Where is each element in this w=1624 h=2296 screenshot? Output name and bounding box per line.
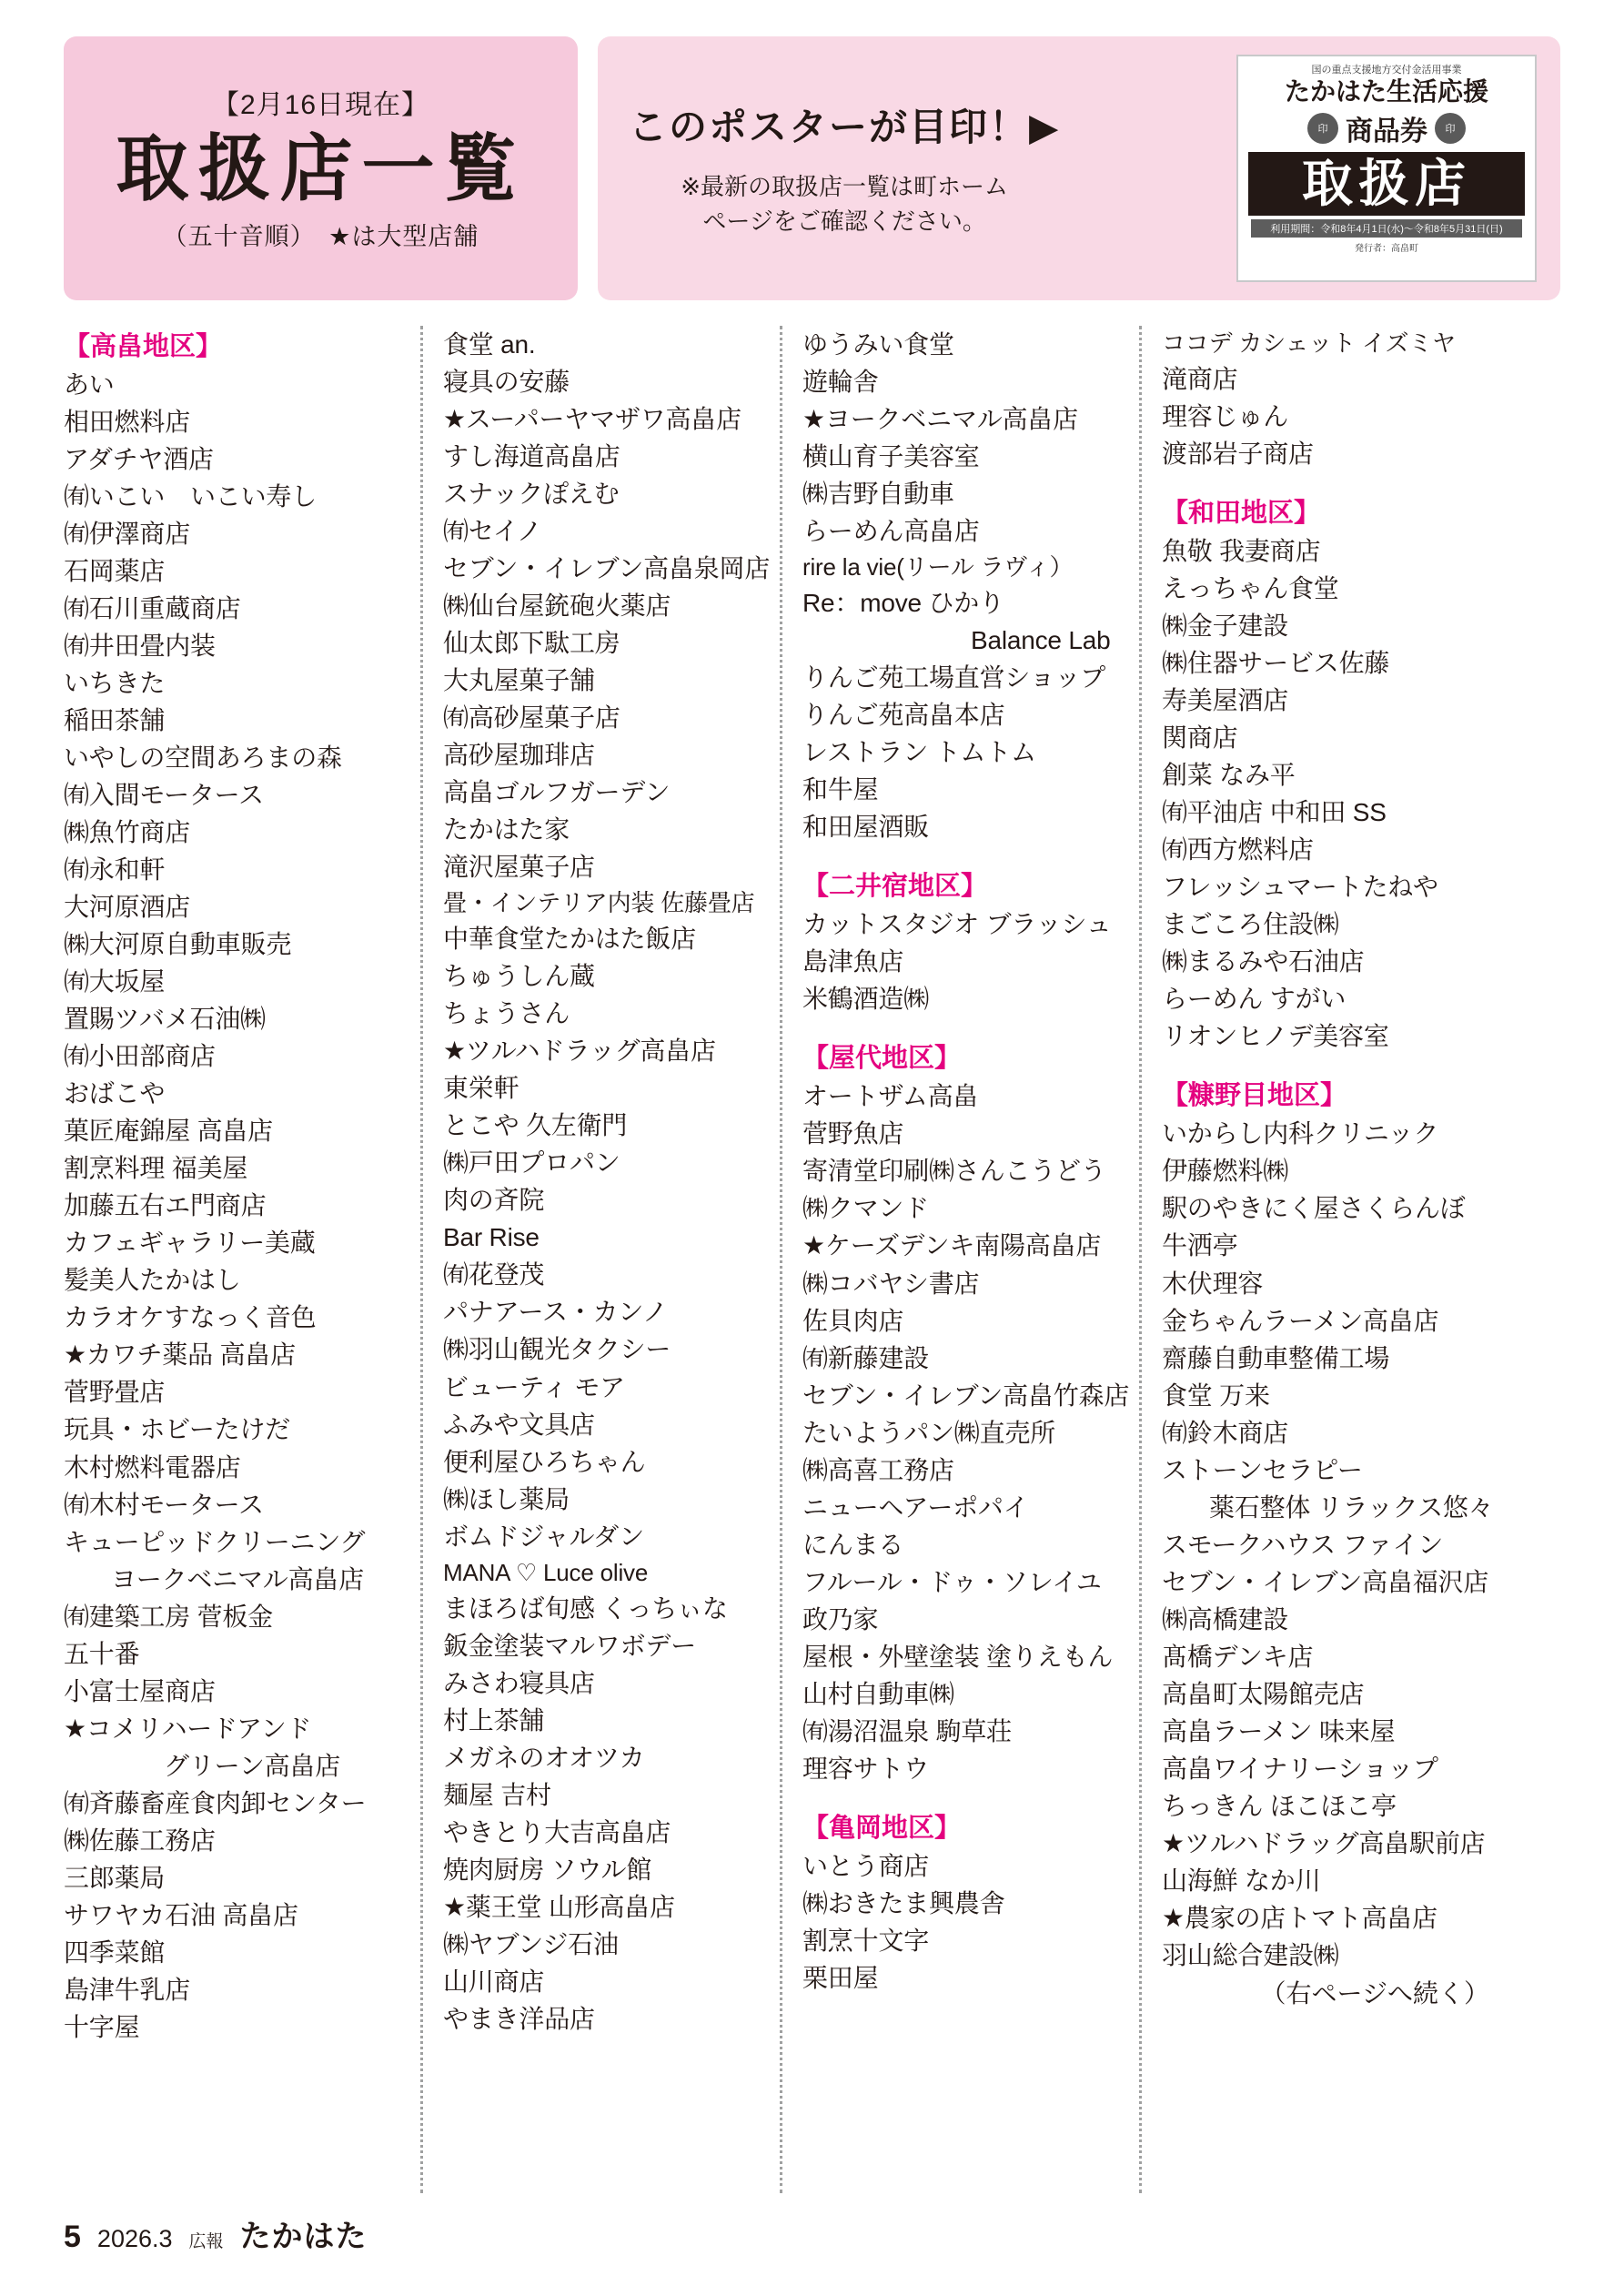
store-entry: いからし内科クリニック — [1162, 1119, 1439, 1148]
poster-top-line: 国の重点支援地方交付金活用事業 — [1311, 65, 1462, 76]
store-entry: 屋根・外壁塗装 塗りえもん — [802, 1642, 1114, 1671]
poster-line2: 商品券 — [1346, 116, 1427, 147]
store-entry: ㈲湯沼温泉 駒草荘 — [802, 1716, 1012, 1745]
store-entry: ★農家の店トマト高畠店 — [1162, 1903, 1437, 1932]
store-entry: スナックぽえむ — [443, 480, 620, 509]
store-entry: らーめん すがい — [1162, 985, 1347, 1014]
store-entry: Re：move ひかり — [802, 589, 1004, 618]
store-entry: ★ツルハドラッグ高畠店 — [443, 1037, 716, 1066]
store-entry: 山村自動車㈱ — [802, 1679, 954, 1708]
store-entry: ㈲建築工房 菅板金 — [64, 1602, 273, 1631]
store-entry: りんご苑高畠本店 — [802, 701, 1005, 730]
store-entry: 食堂 an. — [443, 330, 536, 359]
store-entry: ㈲木村モータース — [64, 1490, 264, 1519]
store-entry: いとう商店 — [802, 1851, 930, 1880]
store-entry: 寿美屋酒店 — [1162, 686, 1289, 715]
store-entry: カットスタジオ ブラッシュ — [802, 910, 1112, 939]
store-entry: ★ヨークベニマル高畠店 — [802, 405, 1078, 434]
store-entry: ボムドジャルダン — [443, 1522, 645, 1551]
store-entry: グリーン高畠店 — [164, 1751, 341, 1780]
store-entry: ちょうさん — [443, 999, 570, 1028]
poster-note-line1: ※最新の取扱店一覧は町ホーム — [681, 173, 1009, 201]
store-entry: ★コメリハードアンド — [64, 1714, 312, 1743]
store-entry: オートザム高畠 — [802, 1082, 979, 1111]
store-entry: 鈑金塗装マルワボデー — [443, 1631, 697, 1660]
store-entry: 食堂 万来 — [1162, 1381, 1270, 1410]
store-entry: 大河原酒店 — [64, 893, 191, 922]
store-entry: 寝具の安藤 — [443, 368, 570, 397]
page-footer — [64, 2211, 368, 2256]
store-entry: 五十番 — [64, 1639, 140, 1668]
store-entry: すし海道高畠店 — [443, 442, 620, 471]
store-entry: ヨークベニマル高畠店 — [111, 1564, 365, 1593]
store-entry: 菓匠庵錦屋 高畠店 — [64, 1117, 273, 1146]
store-entry: ストーンセラピー — [1162, 1455, 1363, 1484]
store-entry: ★スーパーヤマザワ高畠店 — [443, 405, 741, 434]
store-entry: ㈲鈴木商店 — [1162, 1418, 1289, 1447]
store-entry: ㈱クマンド — [802, 1194, 930, 1223]
district-heading: 【屋代地区】 — [802, 1044, 962, 1074]
store-entry: 高畠ラーメン 味来屋 — [1162, 1716, 1396, 1745]
poster-box — [598, 36, 1560, 300]
store-entry: ㈱住器サービス佐藤 — [1162, 649, 1390, 678]
store-entry: 金ちゃんラーメン高畠店 — [1162, 1306, 1439, 1335]
publication-label: 広報 — [188, 2232, 224, 2251]
store-entry: ㈲高砂屋菓子店 — [443, 703, 620, 733]
district-heading: 【和田地区】 — [1162, 499, 1321, 529]
store-entry: 稲田茶舗 — [64, 706, 166, 735]
store-entry: ★ケーズデンキ南陽高畠店 — [802, 1231, 1102, 1260]
store-entry: 便利屋ひろちゃん — [443, 1447, 646, 1476]
store-entry: 駅のやきにく屋さくらんぼ — [1162, 1194, 1466, 1223]
store-entry: カラオケすなっく音色 — [64, 1303, 317, 1332]
store-entry: 滝沢屋菓子店 — [443, 853, 595, 882]
store-entry: 高砂屋珈琲店 — [443, 741, 595, 770]
store-entry: サワヤカ石油 高畠店 — [64, 1900, 298, 1929]
store-entry: 寄清堂印刷㈱さんこうどう — [802, 1157, 1106, 1186]
store-entry: ㈲セイノ — [443, 517, 542, 546]
store-entry: 関商店 — [1162, 723, 1238, 753]
store-entry: 政乃家 — [802, 1604, 879, 1633]
store-entry: ㈱おきたま興農舎 — [802, 1888, 1005, 1917]
poster-period: 利用期間：令和8年4月1日(水)～令和8年5月31日(日) — [1251, 219, 1523, 238]
store-entry: 相田燃料店 — [64, 408, 191, 437]
store-entry: ㈲西方燃料店 — [1162, 835, 1314, 865]
store-entry: らーめん高畠店 — [802, 517, 980, 546]
store-entry: 仙太郎下駄工房 — [443, 629, 620, 658]
store-entry: rire la vie(リール ラヴィ） — [802, 553, 1074, 582]
store-entry: 割烹十文字 — [802, 1926, 930, 1955]
store-entry: 木村燃料電器店 — [64, 1452, 241, 1482]
store-entry: とこや 久左衛門 — [443, 1111, 628, 1140]
store-entry: 創菜 なみ平 — [1162, 761, 1296, 790]
store-entry: 遊輪舎 — [802, 368, 879, 397]
poster-line3: 取扱店 — [1248, 152, 1526, 216]
store-entry: 羽山総合建設㈱ — [1162, 1940, 1339, 1969]
store-entry: ㈲永和軒 — [64, 855, 166, 885]
store-entry: おばこや — [64, 1079, 166, 1108]
store-entry: 菅野畳店 — [64, 1378, 166, 1407]
page-title: 取扱店一覧 — [116, 127, 526, 209]
store-entry: ㈱魚竹商店 — [64, 818, 191, 847]
seal-right-icon: 印 — [1435, 113, 1466, 144]
store-entry: 村上茶舗 — [443, 1705, 545, 1735]
store-entry: 髪美人たかはし — [64, 1266, 241, 1295]
store-entry: 伊藤燃料㈱ — [1162, 1157, 1289, 1186]
store-entry: 島津魚店 — [802, 947, 904, 976]
store-column-2 — [423, 326, 782, 2193]
store-entry: メガネのオオツカ — [443, 1743, 645, 1772]
store-entry: 島津牛乳店 — [64, 1975, 191, 2004]
store-entry: ちっきん ほこほこ亭 — [1162, 1791, 1397, 1820]
store-entry: セブン・イレブン高畠竹森店 — [802, 1381, 1130, 1410]
block-spacer — [802, 845, 1126, 865]
poster-thumbnail — [1236, 55, 1537, 282]
store-entry: 齋藤自動車整備工場 — [1162, 1343, 1390, 1372]
store-entry: Bar Rise — [443, 1223, 540, 1252]
store-entry: 石岡薬店 — [64, 557, 166, 586]
poster-line2-row — [1242, 108, 1531, 148]
store-entry: Balance Lab — [971, 626, 1111, 655]
seal-left-icon: 印 — [1307, 113, 1338, 144]
store-entry: 佐貝肉店 — [802, 1306, 904, 1335]
store-entry: 滝商店 — [1162, 365, 1238, 394]
store-entry: ㈲伊澤商店 — [64, 520, 191, 549]
store-entry: アダチヤ酒店 — [64, 445, 214, 474]
poster-note — [629, 170, 1060, 238]
store-entry: ビューティ モア — [443, 1372, 625, 1401]
store-entry: ㈱羽山観光タクシー — [443, 1335, 671, 1364]
store-entry: ㈱金子建設 — [1162, 612, 1289, 641]
store-entry: 高畠町太陽館売店 — [1162, 1679, 1365, 1708]
store-entry: 牛洒亭 — [1162, 1231, 1238, 1260]
store-entry: セブン・イレブン高畠泉岡店 — [443, 554, 771, 583]
store-entry: ㈱吉野自動車 — [802, 480, 954, 509]
store-entry: 小富士屋商店 — [64, 1676, 216, 1705]
store-entry: セブン・イレブン高畠福沢店 — [1162, 1567, 1489, 1596]
store-entry: 置賜ツバメ石油㈱ — [64, 1005, 266, 1034]
store-entry: ㈱ヤブンジ石油 — [443, 1929, 619, 1958]
store-entry: スモークハウス ファイン — [1162, 1530, 1444, 1559]
store-entry: 渡部岩子商店 — [1162, 440, 1314, 469]
store-entry: 十字屋 — [64, 2012, 140, 2041]
store-entry: いちきた — [64, 669, 166, 698]
store-list-columns — [0, 300, 1624, 2193]
block-spacer — [1162, 472, 1493, 492]
store-entry: ㈲花登茂 — [443, 1260, 545, 1290]
district-heading: 【亀岡地区】 — [802, 1813, 962, 1843]
store-entry: 中華食堂たかはた飯店 — [443, 925, 697, 954]
title-box — [64, 36, 578, 300]
store-entry: パナアース・カンノ — [443, 1298, 668, 1327]
store-entry: ㈲小田部商店 — [64, 1042, 216, 1071]
poster-text — [629, 97, 1073, 238]
store-entry: ㈲大坂屋 — [64, 967, 166, 996]
store-entry: 横山育子美容室 — [802, 442, 980, 471]
store-entry: りんご苑工場直営ショップ — [802, 663, 1106, 693]
store-entry: フルール・ドゥ・ソレイユ — [802, 1567, 1102, 1596]
store-entry: 玩具・ホビーたけだ — [64, 1415, 291, 1444]
district-heading: 【高畠地区】 — [64, 332, 223, 361]
store-entry: やきとり大吉高畠店 — [443, 1817, 671, 1846]
issue-date: 2026.3 — [96, 2225, 173, 2252]
store-entry: 薬石整体 リラックス悠々 — [1209, 1492, 1494, 1522]
store-entry: ㈲石川重蔵商店 — [64, 594, 241, 623]
store-entry: たいようパン㈱直売所 — [802, 1418, 1056, 1447]
store-entry: 焼肉厨房 ソウル館 — [443, 1855, 652, 1884]
store-entry: 理容サトウ — [802, 1754, 930, 1783]
store-entry: 三郎薬局 — [64, 1863, 166, 1892]
store-entry: ㈱仙台屋銃砲火薬店 — [443, 592, 671, 621]
store-column-3 — [782, 326, 1142, 2193]
store-entry: ㈲井田畳内装 — [64, 632, 216, 661]
store-entry: 和牛屋 — [802, 775, 879, 804]
store-entry: ㈱コバヤシ書店 — [802, 1269, 980, 1298]
store-entry: ★薬王堂 山形高畠店 — [443, 1892, 675, 1921]
store-entry: ㈲新藤建設 — [802, 1343, 930, 1372]
store-entry: 東栄軒 — [443, 1074, 519, 1103]
store-entry: 栗田屋 — [802, 1963, 879, 1992]
block-spacer — [802, 1787, 1126, 1807]
store-entry: ㈱ほし薬局 — [443, 1484, 570, 1513]
store-entry: やまき洋品店 — [443, 2004, 595, 2033]
store-entry: 山川商店 — [443, 1967, 545, 1996]
store-entry: ㈲いこい いこい寿し — [64, 482, 318, 511]
store-entry: リオンヒノデ美容室 — [1162, 1022, 1389, 1051]
store-entry: 畳・インテリア内装 佐藤畳店 — [443, 889, 755, 917]
district-heading: 【二井宿地区】 — [802, 872, 988, 902]
store-entry: ㈱戸田プロパン — [443, 1148, 620, 1178]
poster-line1: たかはた生活応援 — [1284, 77, 1488, 106]
district-heading: 【糠野目地区】 — [1162, 1081, 1347, 1111]
store-entry: ★カワチ薬品 高畠店 — [64, 1340, 296, 1370]
store-entry: 理容じゅん — [1162, 402, 1289, 431]
store-entry: ゆうみい食堂 — [802, 330, 954, 359]
poster-issuer: 発行者：高畠町 — [1355, 244, 1418, 255]
store-entry: フレッシュマートたねや — [1162, 873, 1438, 902]
store-entry: ㈱高橋建設 — [1162, 1604, 1289, 1633]
store-entry: 麺屋 吉村 — [443, 1780, 551, 1809]
store-entry: 木伏理容 — [1162, 1269, 1264, 1298]
store-entry: カフェギャラリー美蔵 — [64, 1229, 316, 1258]
store-column-4 — [1142, 326, 1506, 2193]
store-entry: ㈱高喜工務店 — [802, 1455, 954, 1484]
store-entry: 髙橋デンキ店 — [1162, 1642, 1314, 1671]
store-entry: ㈱佐藤工務店 — [64, 1826, 216, 1855]
store-entry: ふみや文具店 — [443, 1410, 595, 1439]
store-entry: たかはた家 — [443, 815, 570, 845]
store-entry: MANA ♡ Luce olive — [443, 1558, 649, 1586]
store-entry: ココデ カシェット イズミヤ — [1162, 329, 1456, 357]
store-column-1 — [64, 326, 423, 2193]
store-entry: まごころ住設㈱ — [1162, 910, 1339, 939]
store-entry: みさわ寝具店 — [443, 1668, 595, 1697]
store-entry: まほろば旬感 くっちぃな — [443, 1593, 728, 1623]
store-entry: ニューヘアーポパイ — [802, 1492, 1029, 1522]
store-entry: 高畠ワイナリーショップ — [1162, 1754, 1438, 1783]
store-entry: ㈲平油店 中和田 SS — [1162, 798, 1387, 827]
page-number: 5 — [64, 2220, 81, 2254]
store-entry: 高畠ゴルフガーデン — [443, 778, 671, 807]
store-entry: レストラン トムトム — [802, 738, 1036, 767]
store-entry: ㈲入間モータース — [64, 781, 264, 810]
store-entry: 山海鮮 なか川 — [1162, 1866, 1321, 1895]
poster-lead: このポスターが目印！▶ — [629, 106, 1061, 149]
store-entry: にんまる — [802, 1530, 904, 1559]
publication-name: たかはた — [239, 2220, 368, 2254]
store-entry: いやしの空間あろまの森 — [64, 743, 342, 773]
page-header — [0, 0, 1624, 300]
block-spacer — [802, 1017, 1126, 1037]
store-entry: 四季菜館 — [64, 1937, 166, 1967]
title-date: 【2月16日現在】 — [211, 89, 430, 120]
continued-note: （右ページへ続く） — [1260, 1978, 1489, 2008]
store-entry: ㈱まるみや石油店 — [1162, 947, 1365, 976]
block-spacer — [1162, 1055, 1493, 1075]
store-entry: キューピッドクリーニング — [64, 1527, 366, 1556]
store-entry: 加藤五右エ門商店 — [64, 1191, 267, 1220]
store-entry: あい — [64, 370, 115, 400]
store-entry: 菅野魚店 — [802, 1119, 904, 1148]
store-entry: 魚敬 我妻商店 — [1162, 537, 1321, 566]
store-entry: ★ツルハドラッグ高畠駅前店 — [1162, 1828, 1486, 1857]
store-entry: 肉の斉院 — [443, 1186, 545, 1215]
store-entry: ちゅうしん蔵 — [443, 962, 595, 991]
store-entry: ㈲斉藤畜産食肉卸センター — [64, 1788, 367, 1817]
store-entry: 割烹料理 福美屋 — [64, 1154, 248, 1183]
store-entry: えっちゃん食堂 — [1162, 574, 1339, 603]
store-entry: 米鶴酒造㈱ — [802, 985, 930, 1014]
poster-note-line2: ページをご確認ください。 — [702, 207, 986, 235]
store-entry: 大丸屋菓子舗 — [443, 666, 595, 695]
store-entry: 和田屋酒販 — [802, 813, 930, 842]
store-entry: ㈱大河原自動車販売 — [64, 930, 292, 959]
title-subtitle: （五十音順） ★は大型店舗 — [162, 222, 479, 250]
